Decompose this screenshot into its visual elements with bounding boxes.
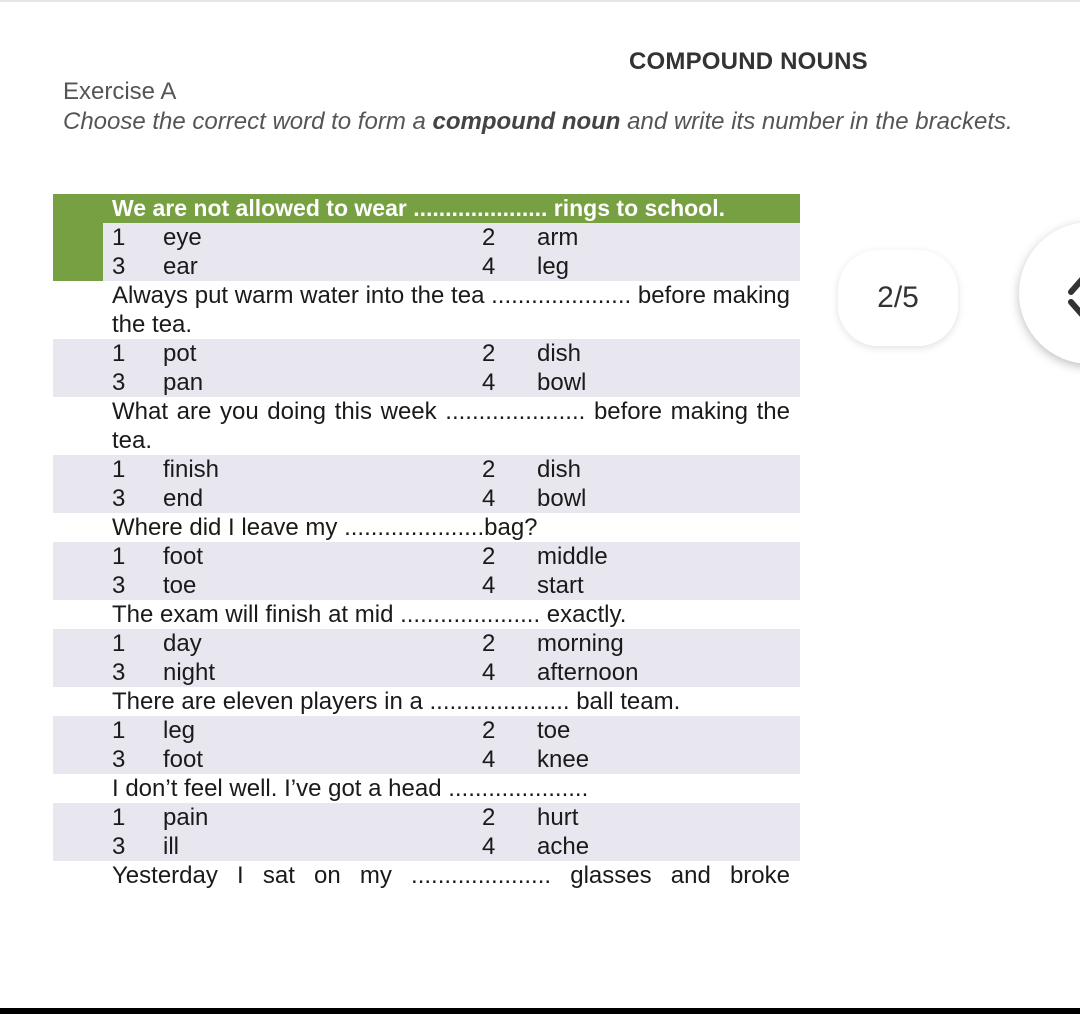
option-row	[103, 252, 800, 281]
exercise-table	[53, 194, 800, 890]
question-block	[53, 600, 800, 687]
option-number: 1	[112, 630, 126, 657]
question-block	[53, 513, 800, 600]
option-word: leg	[537, 253, 570, 280]
option-word: bowl	[537, 369, 587, 396]
option-number: 1	[112, 340, 126, 367]
instruction-text	[63, 108, 1013, 136]
question-block	[53, 774, 800, 861]
option-row	[103, 745, 800, 774]
option-word: ache	[537, 833, 590, 860]
option-number: 4	[482, 659, 496, 686]
option-row	[103, 571, 800, 600]
option-row	[103, 368, 800, 397]
option-number: 4	[482, 572, 496, 599]
option-number: 2	[482, 224, 496, 251]
option-number: 1	[112, 804, 126, 831]
question-text: We are not allowed to wear ..................... rings to school.	[112, 195, 726, 221]
option-row	[103, 803, 800, 832]
question-block	[53, 861, 800, 890]
exercise-label: Exercise A	[63, 78, 177, 105]
question-text: What are you doing this week ..................... before making the tea.	[112, 398, 790, 454]
option-word: start	[537, 572, 584, 599]
option-number: 1	[112, 456, 126, 483]
question-block	[53, 281, 800, 397]
option-number: 4	[482, 746, 496, 773]
instruction-after: and write its number in the brackets.	[620, 108, 1013, 135]
option-word: dish	[537, 456, 582, 483]
option-word: bowl	[537, 485, 587, 512]
option-row	[103, 542, 800, 571]
option-word: leg	[163, 717, 196, 744]
option-number: 1	[112, 224, 126, 251]
option-word: pan	[163, 369, 204, 396]
option-number: 2	[482, 340, 496, 367]
option-number: 3	[112, 572, 126, 599]
option-word: day	[163, 630, 202, 657]
option-number: 3	[112, 833, 126, 860]
instruction-before: Choose the correct word to form a	[63, 108, 433, 135]
option-word: toe	[163, 572, 197, 599]
option-row	[103, 716, 800, 745]
page-indicator: 2/5	[838, 250, 958, 346]
option-number: 2	[482, 456, 496, 483]
option-word: eye	[163, 224, 202, 251]
option-number: 3	[112, 369, 126, 396]
question-text: Yesterday I sat on my ..................... glasses and broke	[112, 862, 790, 889]
question-text: Always put warm water into the tea ..................... before making the tea.	[112, 282, 790, 338]
bottom-bar	[0, 1008, 1080, 1014]
option-word: toe	[537, 717, 571, 744]
option-row	[103, 658, 800, 687]
instruction-bold: compound noun	[432, 108, 621, 135]
option-row	[103, 832, 800, 861]
option-number: 3	[112, 485, 126, 512]
option-number: 2	[482, 543, 496, 570]
option-number: 2	[482, 804, 496, 831]
option-word: knee	[537, 746, 590, 773]
option-word: foot	[163, 746, 204, 773]
option-number: 4	[482, 485, 496, 512]
option-word: hurt	[537, 804, 579, 831]
option-word: pain	[163, 804, 209, 831]
option-number: 3	[112, 746, 126, 773]
option-number: 2	[482, 717, 496, 744]
option-number: 1	[112, 717, 126, 744]
option-word: foot	[163, 543, 204, 570]
option-word: finish	[163, 456, 220, 483]
option-number: 3	[112, 253, 126, 280]
option-row	[103, 629, 800, 658]
option-number: 3	[112, 659, 126, 686]
question-text: Where did I leave my .....................bag?	[112, 514, 538, 541]
scroll-arrows-icon	[1063, 266, 1080, 326]
option-word: night	[163, 659, 216, 686]
option-word: ear	[163, 253, 198, 280]
option-number: 2	[482, 630, 496, 657]
question-text: There are eleven players in a ..................... ball team.	[112, 688, 681, 715]
option-word: middle	[537, 543, 608, 570]
question-block	[53, 194, 800, 281]
question-text: I don’t feel well. I’ve got a head .....................	[112, 775, 589, 802]
question-block	[53, 687, 800, 774]
option-row	[103, 339, 800, 368]
option-word: morning	[537, 630, 624, 657]
option-row	[103, 455, 800, 484]
option-word: end	[163, 485, 204, 512]
option-word: arm	[537, 224, 579, 251]
option-number: 4	[482, 369, 496, 396]
question-block	[53, 397, 800, 513]
document-title: COMPOUND NOUNS	[629, 48, 868, 75]
option-number: 1	[112, 543, 126, 570]
question-text: The exam will finish at mid ..................... exactly.	[112, 601, 627, 628]
option-number: 4	[482, 833, 496, 860]
option-number: 4	[482, 253, 496, 280]
option-word: ill	[163, 833, 179, 860]
option-row	[103, 223, 800, 252]
option-word: dish	[537, 340, 582, 367]
scroll-button[interactable]	[1019, 222, 1080, 364]
option-row	[103, 484, 800, 513]
top-divider	[0, 0, 1080, 2]
option-word: pot	[163, 340, 197, 367]
option-word: afternoon	[537, 659, 639, 686]
